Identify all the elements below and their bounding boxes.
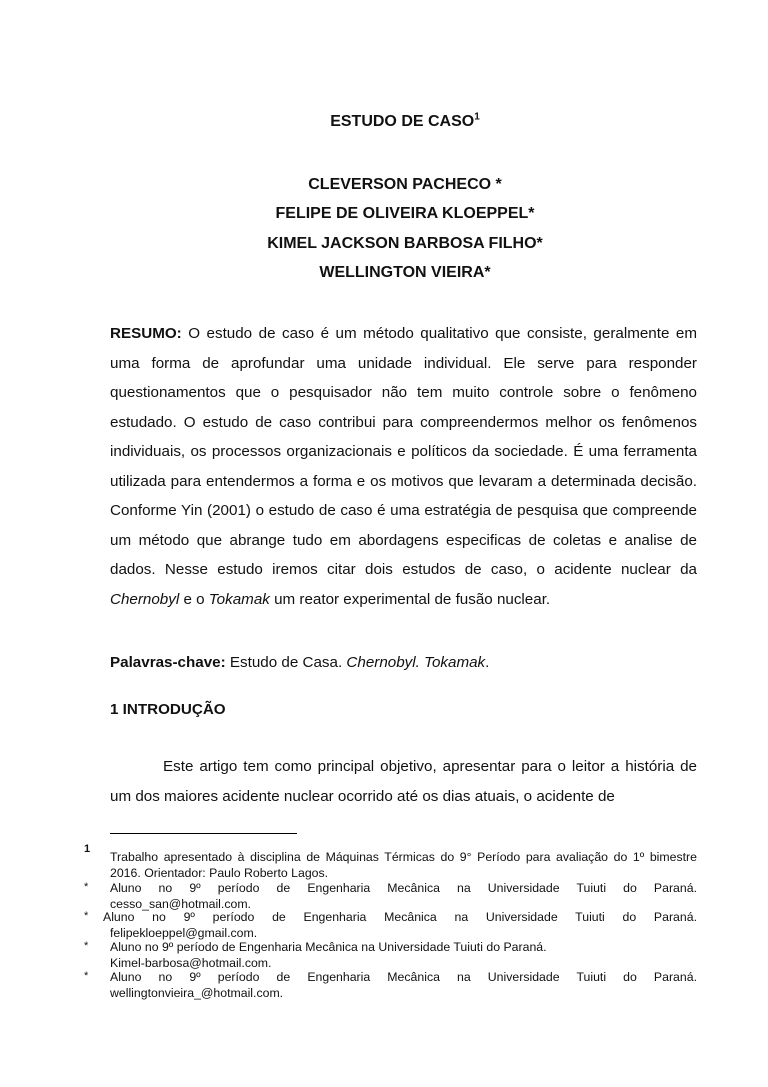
keywords-italic: Chernobyl. Tokamak (346, 654, 486, 671)
footnote-5-marker: * (84, 970, 89, 982)
abstract-text: O estudo de caso é um método qualitativo que consiste, geralmente em uma forma de aprofundar uma unidade individual. Ele serve para responder questionamentos que o pesquisador não tem muito controle sobre o fenômeno estudado. O estudo de caso contribui para compreendermos melhor os fenômenos individuais, os processos organizacionais e políticos da sociedade. É uma ferramenta utilizada para entendermos a forma e os motivos que levaram a determinada decisão. Conforme Yin (2001) o estudo de caso é uma estratégia de pesquisa que compreende um método que abrange tudo em abordagens especificas de coletas e analise de dados. Nesse estudo iremos citar dois estudos de caso, o acidente nuclear da (110, 325, 697, 578)
keywords-end: . (485, 654, 490, 671)
footnote-separator (110, 833, 297, 834)
footnote-2-marker: * (84, 881, 89, 893)
footnote-4 (110, 940, 697, 971)
intro-paragraph (110, 752, 697, 812)
author-3: KIMEL JACKSON BARBOSA FILHO* (267, 235, 543, 252)
paper-title (0, 113, 768, 131)
footnote-1 (110, 850, 697, 881)
abstract-chernobyl: Chernobyl (110, 590, 180, 608)
abstract-end: um reator experimental de fusão nuclear. (269, 590, 551, 608)
footnote-4-line1: Aluno no 9º período de Engenharia Mecânica na Universidade Tuiuti do Paraná. (110, 940, 547, 954)
footnote-3-marker: * (84, 910, 89, 922)
abstract-paragraph (110, 319, 697, 614)
footnote-5-line2: wellingtonvieira_@hotmail.com. (110, 985, 284, 1000)
footnote-2-line1: Aluno no 9º período de Engenharia Mecânica na Universidade Tuiuti do Paraná. (110, 881, 697, 895)
footnote-3-line2: felipekloeppel@gmail.com. (110, 925, 258, 940)
footnote-1-marker: 1 (84, 843, 91, 855)
footnote-4-line2: Kimel-barbosa@hotmail.com. (110, 955, 272, 970)
footnote-1-line1: Trabalho apresentado à disciplina de Máquinas Térmicas do 9° Período para avaliação do 1º bimestre (110, 850, 697, 864)
footnote-4-marker: * (84, 940, 89, 952)
title-text: ESTUDO DE CASO (330, 113, 475, 130)
section-heading: 1 INTRODUÇÃO (110, 701, 226, 718)
footnote-2 (110, 881, 697, 912)
title-footnote-mark: 1 (474, 111, 480, 123)
abstract-tokamak: Tokamak (208, 590, 270, 608)
footnote-1-line2: 2016. Orientador: Paulo Roberto Lagos. (110, 865, 329, 880)
abstract-label: RESUMO: (110, 325, 182, 342)
footnote-5-line1: Aluno no 9º período de Engenharia Mecânica na Universidade Tuiuti do Paraná. (110, 970, 697, 984)
author-1: CLEVERSON PACHECO * (308, 176, 502, 193)
footnote-2-line2: cesso_san@hotmail.com. (110, 896, 251, 911)
keywords (110, 654, 489, 671)
author-2: FELIPE DE OLIVEIRA KLOEPPEL* (275, 205, 535, 222)
keywords-plain: Estudo de Casa. (225, 654, 347, 671)
intro-text: Este artigo tem como principal objetivo, apresentar para o leitor a história de um dos maiores acidente nuclear ocorrido até os dias atuais, o acidente de (110, 758, 697, 805)
footnote-5 (110, 970, 697, 1001)
author-4: WELLINGTON VIEIRA* (319, 264, 491, 281)
keywords-label: Palavras-chave: (110, 654, 226, 671)
footnote-3 (103, 910, 697, 941)
footnote-3-line1: Aluno no 9º período de Engenharia Mecânica na Universidade Tuiuti do Paraná. (103, 910, 697, 924)
abstract-middle: e o (179, 590, 209, 608)
